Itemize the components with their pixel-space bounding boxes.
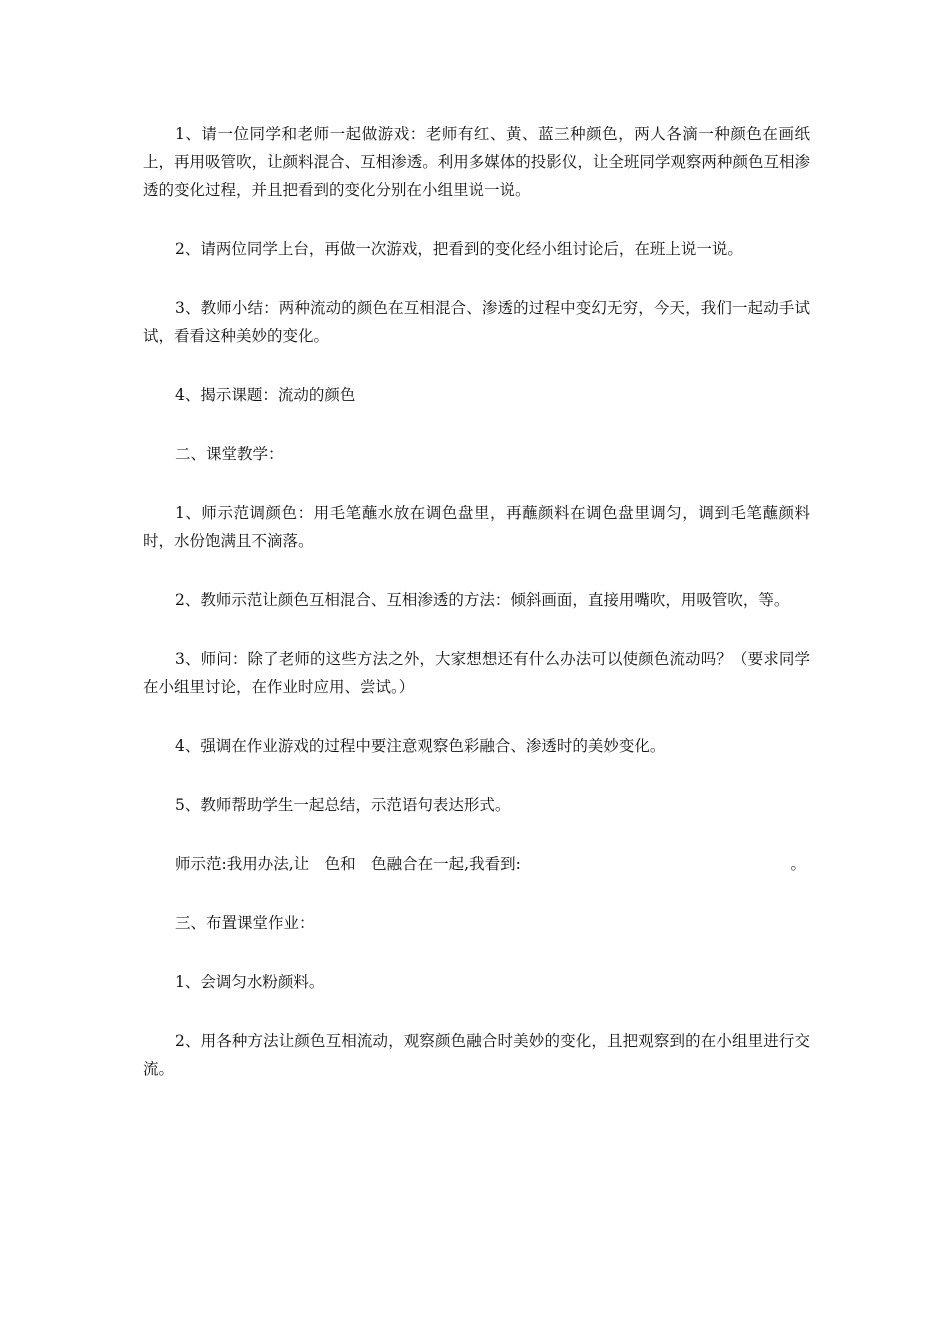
demo-sentence-line [143, 850, 810, 878]
paragraph-2: 2、请两位同学上台，再做一次游戏，把看到的变化经小组讨论后，在班上说一说。 [175, 240, 743, 258]
demo-sentence-end: 。 [790, 855, 806, 873]
section-heading-classroom-teaching: 二、课堂教学： [175, 445, 284, 463]
paragraph-11: 2、用各种方法让颜色互相流动，观察颜色融合时美妙的变化，且把观察到的在小组里进行交流。 [143, 1032, 810, 1078]
paragraph-7: 3、师问：除了老师的这些方法之外，大家想想还有什么办法可以使颜色流动吗？（要求同学在小组里讨论，在作业时应用、尝试。） [143, 650, 810, 696]
demo-sentence: 师示范:我用办法,让 色和 色融合在一起,我看到: [175, 855, 521, 873]
document-page [143, 120, 810, 1114]
paragraph-6: 2、教师示范让颜色互相混合、互相渗透的方法：倾斜画面，直接用嘴吹，用吸管吹，等。 [175, 591, 790, 609]
paragraph-3: 3、教师小结：两种流动的颜色在互相混合、渗透的过程中变幻无穷，今天，我们一起动手试试，看看这种美妙的变化。 [143, 299, 810, 345]
paragraph-5: 1、师示范调颜色：用毛笔蘸水放在调色盘里，再蘸颜料在调色盘里调匀，调到毛笔蘸颜料时，水份饱满且不滴落。 [143, 504, 810, 550]
paragraph-9: 5、教师帮助学生一起总结，示范语句表达形式。 [175, 796, 511, 814]
paragraph-8: 4、强调在作业游戏的过程中要注意观察色彩融合、渗透时的美妙变化。 [175, 737, 666, 755]
section-heading-homework: 三、布置课堂作业： [175, 914, 315, 932]
paragraph-4: 4、揭示课题：流动的颜色 [175, 386, 356, 404]
paragraph-1: 1、请一位同学和老师一起做游戏：老师有红、黄、蓝三种颜色，两人各滴一种颜色在画纸上，再用吸管吹，让颜料混合、互相渗透。利用多媒体的投影仪，让全班同学观察两种颜色互相渗透的变化过程，并且把看到的变化分别在小组里说一说。 [143, 125, 810, 199]
paragraph-10: 1、会调匀水粉颜料。 [175, 973, 325, 991]
